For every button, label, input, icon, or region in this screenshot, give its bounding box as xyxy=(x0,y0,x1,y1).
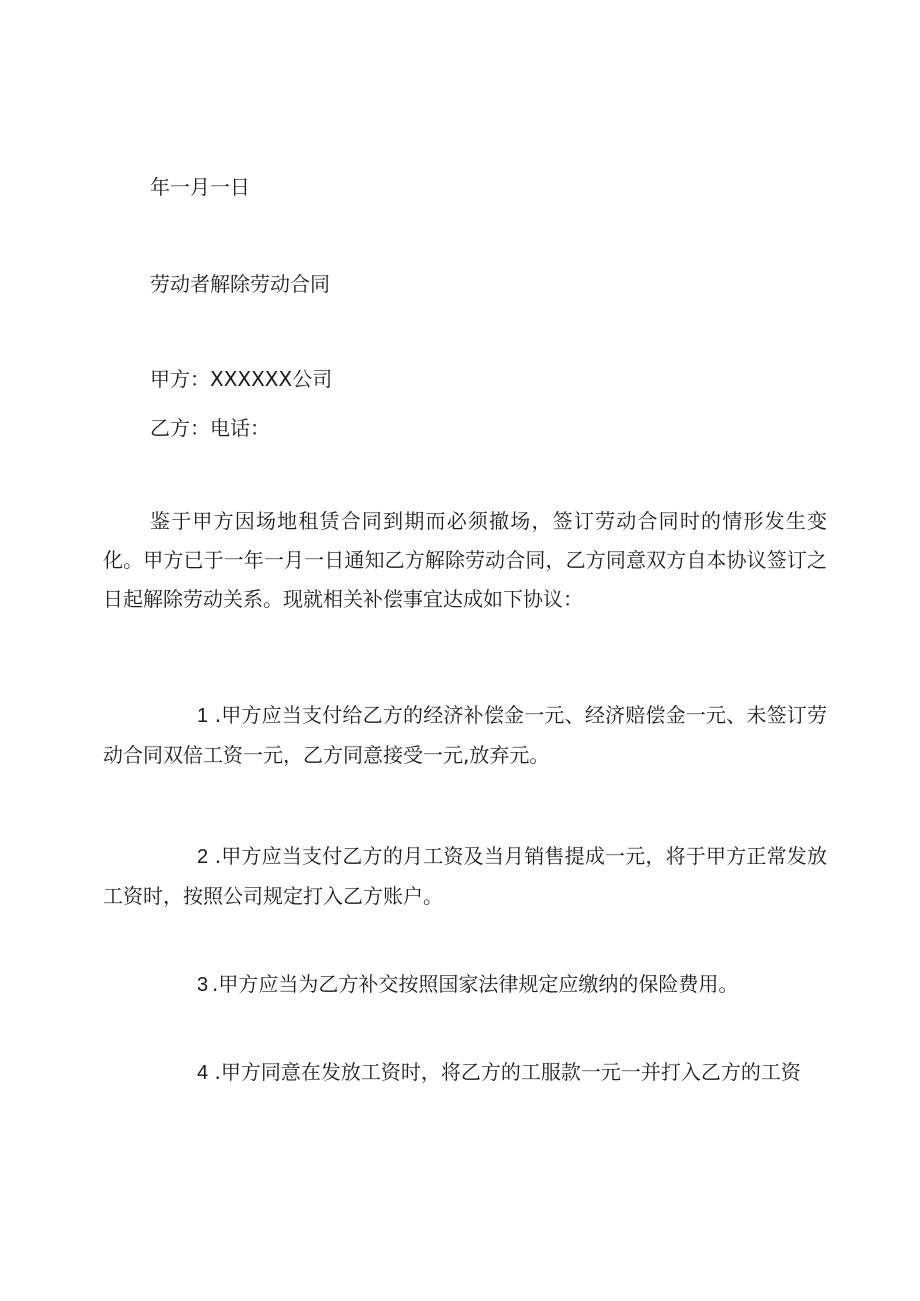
clause-4 xyxy=(103,1053,827,1093)
party-b-line: 乙方：电话： xyxy=(150,416,270,440)
party-a-line: 甲方：XXXXXX公司 xyxy=(150,367,333,391)
clause-text: .甲方同意在发放工资时，将乙方的工服款一元一并打入乙方的工资 xyxy=(214,1060,801,1084)
preamble-paragraph: 鉴于甲方因场地租赁合同到期而必须撤场，签订劳动合同时的情形发生变化。甲方已于一年一月一日通知乙方解除劳动合同，乙方同意双方自本协议签订之日起解除劳动关系。现就相关补偿事宜达成如下协议： xyxy=(103,509,827,611)
clause-text: .甲方应当支付给乙方的经济补偿金一元、经济赔偿金一元、未签订劳动合同双倍工资一元，乙方同意接受一元,放弃元。 xyxy=(103,703,828,767)
clause-2 xyxy=(103,837,827,916)
clause-number: 4 xyxy=(197,1062,209,1084)
clause-number: 3 xyxy=(197,974,209,996)
clause-3 xyxy=(103,965,827,1005)
clause-number: 1 xyxy=(197,705,209,727)
clause-text: .甲方应当支付乙方的月工资及当月销售提成一元，将于甲方正常发放工资时，按照公司规定打入乙方账户。 xyxy=(103,844,828,908)
clause-text: .甲方应当为乙方补交按照国家法律规定应缴纳的保险费用。 xyxy=(212,972,739,996)
clause-1 xyxy=(103,696,827,775)
document-title: 劳动者解除劳动合同 xyxy=(150,272,330,296)
clause-number: 2 xyxy=(197,846,209,868)
date-line: 年一月一日 xyxy=(150,175,250,199)
